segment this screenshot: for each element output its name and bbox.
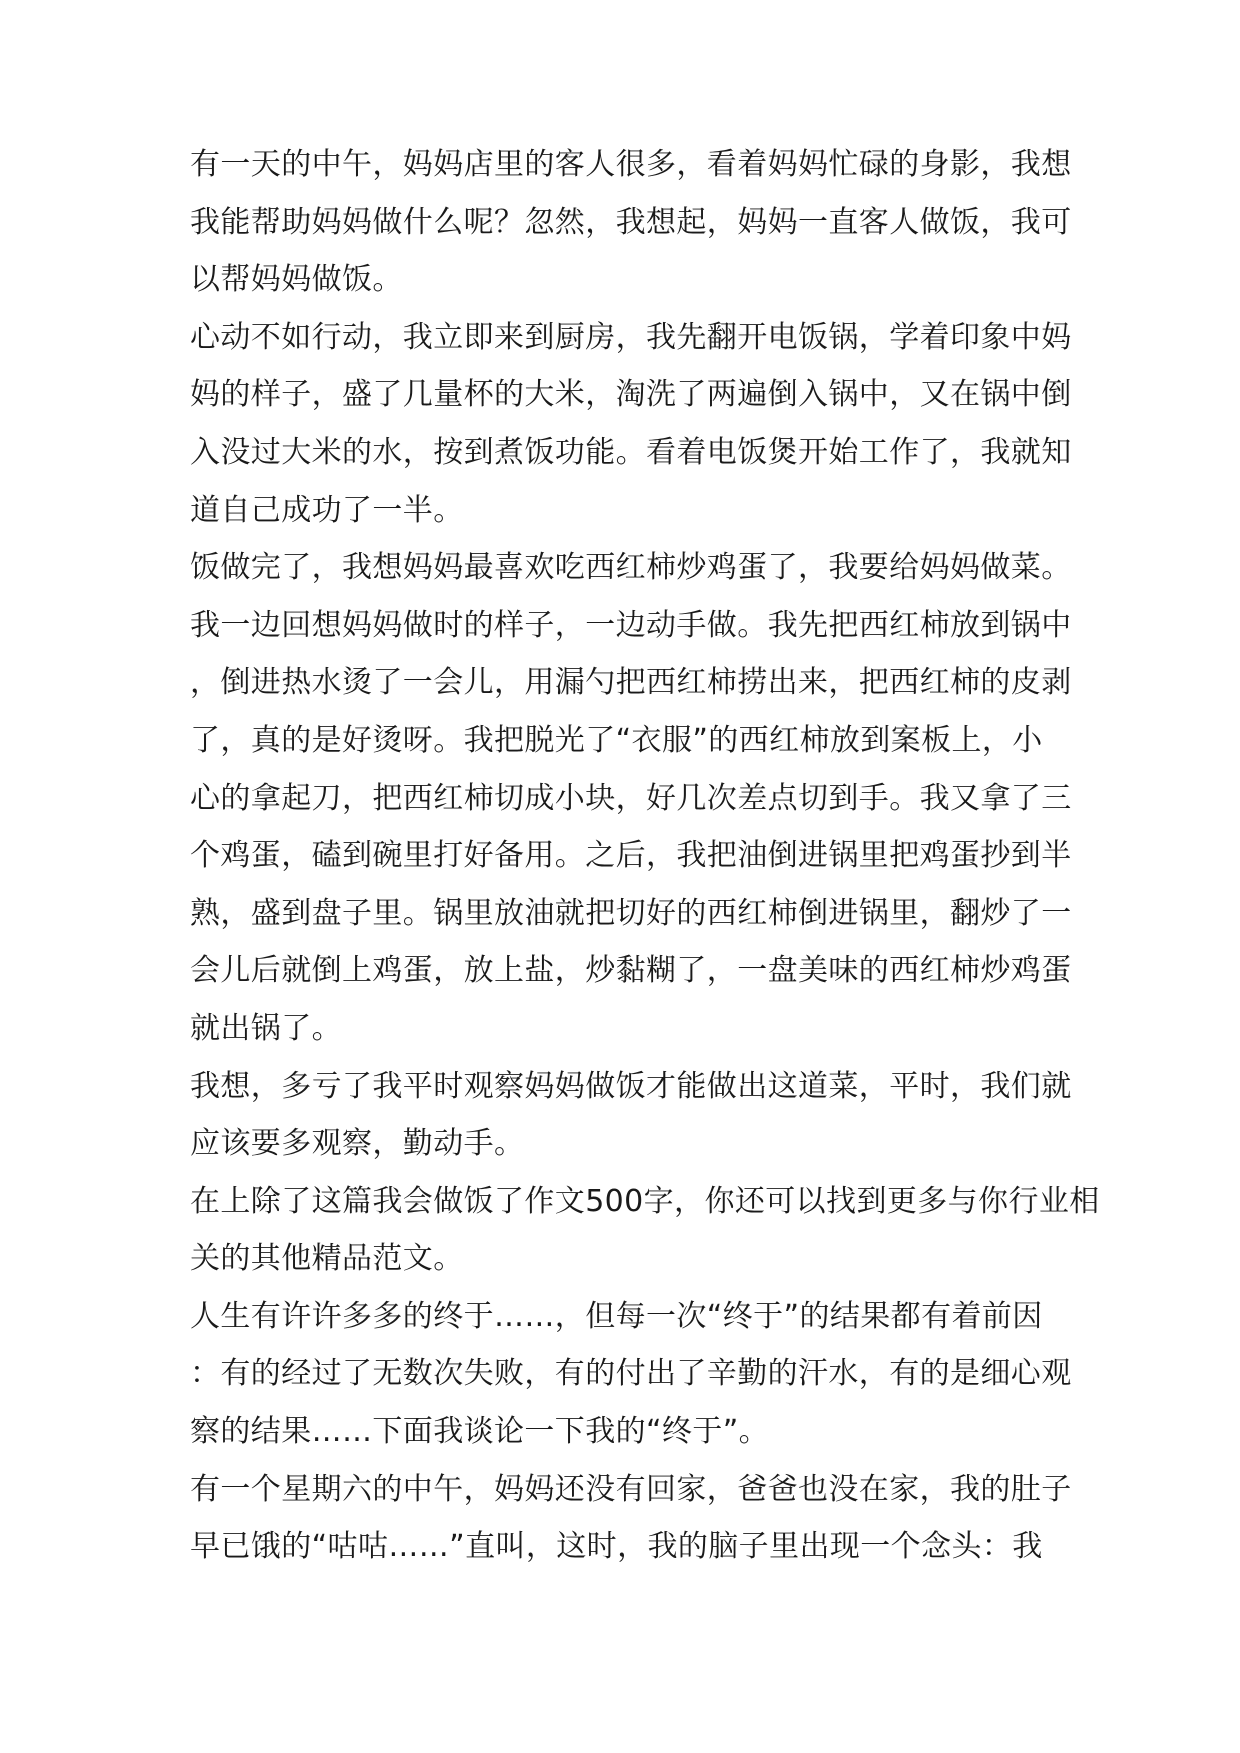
text-line: 心动不如行动，我立即来到厨房，我先翻开电饭锅，学着印象中妈 [190,319,1072,355]
text-line: 早已饿的“咕咕……”直叫，这时，我的脑子里出现一个念头：我 [190,1529,1043,1565]
text-line: 察的结果……下面我谈论一下我的“终于”。 [190,1414,770,1450]
paragraph-7 [190,1461,1070,1576]
text-line: 我能帮助妈妈做什么呢？忽然，我想起，妈妈一直客人做饭，我可 [190,204,1072,240]
text-line: 妈的样子，盛了几量杯的大米，淘洗了两遍倒入锅中，又在锅中倒 [190,377,1072,413]
text-line: 入没过大米的水，按到煮饭功能。看着电饭煲开始工作了，我就知 [190,434,1072,470]
document-body [190,136,1100,1576]
paragraph-2 [190,309,1070,539]
text-line: 心的拿起刀，把西红柿切成小块，好几次差点切到手。我又拿了三 [190,780,1072,816]
text-line: ，倒进热水烫了一会儿，用漏勺把西红柿捞出来，把西红柿的皮剥 [190,665,1072,701]
paragraph-1 [190,136,1070,309]
text-line: 在上除了这篇我会做饭了作文500字，你还可以找到更多与你行业相 [190,1183,1100,1219]
text-line: ：有的经过了无数次失败，有的付出了辛勤的汗水，有的是细心观 [190,1356,1072,1392]
text-line: 饭做完了，我想妈妈最喜欢吃西红柿炒鸡蛋了，我要给妈妈做菜。 [190,550,1072,586]
text-line: 了，真的是好烫呀。我把脱光了“衣服”的西红柿放到案板上，小 [190,722,1043,758]
text-line: 道自己成功了一半。 [190,492,464,528]
text-line: 有一个星期六的中午，妈妈还没有回家，爸爸也没在家，我的肚子 [190,1471,1072,1507]
text-line: 以帮妈妈做饭。 [190,262,403,298]
text-line: 我想，多亏了我平时观察妈妈做饭才能做出这道菜，平时，我们就 [190,1068,1072,1104]
text-line: 熟，盛到盘子里。锅里放油就把切好的西红柿倒进锅里，翻炒了一 [190,895,1072,931]
text-line: 个鸡蛋，磕到碗里打好备用。之后，我把油倒进锅里把鸡蛋抄到半 [190,838,1072,874]
paragraph-3 [190,539,1070,1057]
text-line: 关的其他精品范文。 [190,1241,464,1277]
text-line: 人生有许许多多的终于……，但每一次“终于”的结果都有着前因 [190,1298,1043,1334]
text-line: 我一边回想妈妈做时的样子，一边动手做。我先把西红柿放到锅中 [190,607,1072,643]
paragraph-5 [190,1173,1100,1288]
paragraph-6 [190,1288,1070,1461]
text-line: 有一天的中午，妈妈店里的客人很多，看着妈妈忙碌的身影，我想 [190,147,1072,182]
text-line: 应该要多观察，勤动手。 [190,1126,525,1162]
text-line: 会儿后就倒上鸡蛋，放上盐，炒黏糊了，一盘美味的西红柿炒鸡蛋 [190,953,1072,989]
paragraph-4 [190,1058,1070,1173]
text-line: 就出锅了。 [190,1010,342,1046]
